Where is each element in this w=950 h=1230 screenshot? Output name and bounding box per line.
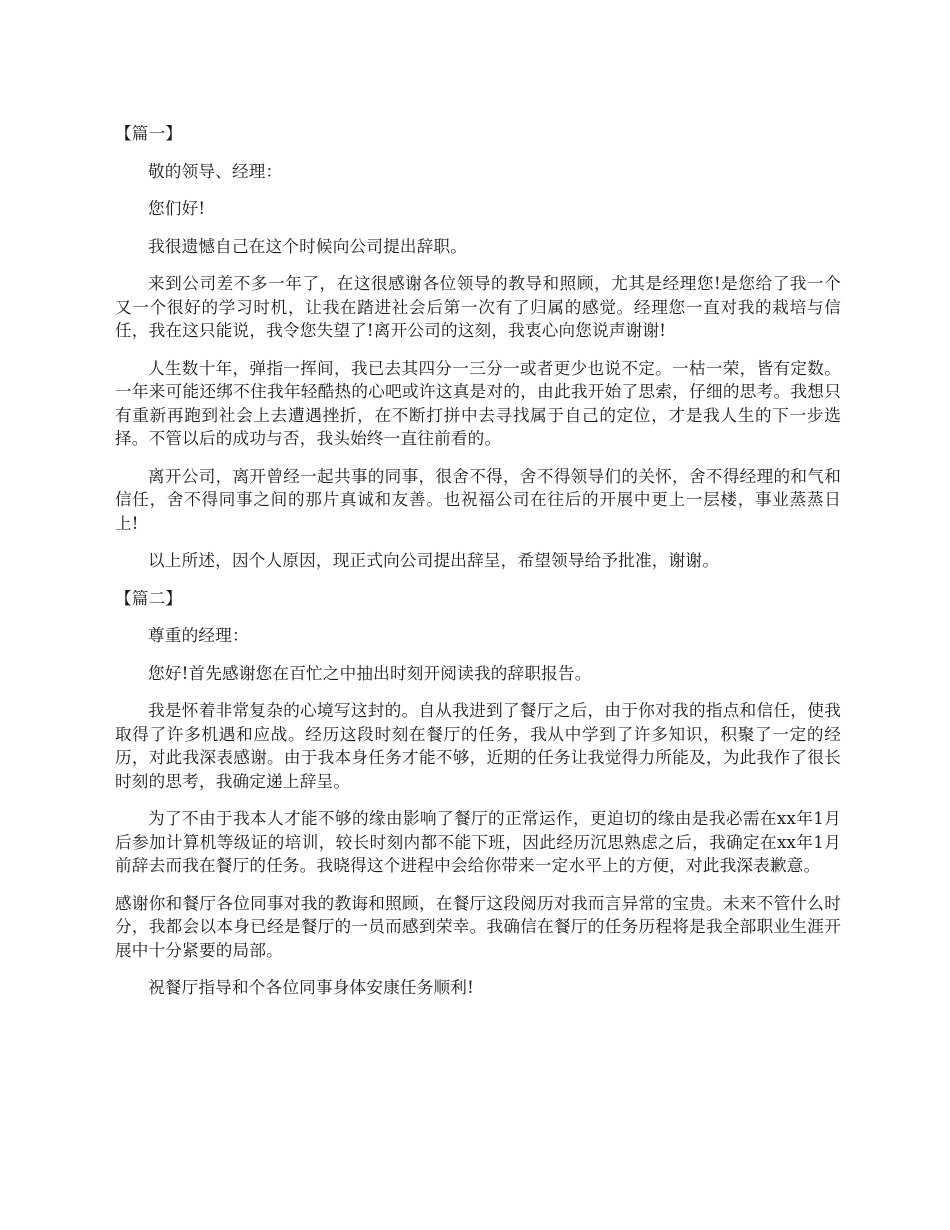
body-paragraph: 为了不由于我本人才能不够的缘由影响了餐厅的正常运作，更迫切的缘由是我必需在xx年1月后参加计算机等级证的培训，较长时刻内都不能下班，因此经历沉思熟虑之后，我确定在xx年1月前辞去而我在餐厅的任务。我晓得这个进程中会给你带来一定水平上的方便，对此我深表歉意。	[115, 809, 841, 875]
body-paragraph: 我很遗憾自己在这个时候向公司提出辞职。	[148, 236, 468, 256]
document-page	[115, 122, 841, 1014]
body-paragraph: 感谢你和餐厅各位同事对我的教诲和照顾，在餐厅这段阅历对我而言异常的宝贵。未来不管什么时分，我都会以本身已经是餐厅的一员而感到荣幸。我确信在餐厅的任务历程将是我全部职业生涯开展中十分紧要的局部。	[115, 893, 841, 960]
section-2	[115, 587, 841, 1000]
body-paragraph: 离开公司，离开曾经一起共事的同事，很舍不得，舍不得领导们的关怀，舍不得经理的和气和信任，舍不得同事之间的那片真诚和友善。也祝福公司在往后的开展中更上一层楼，事业蒸蒸日上!	[115, 466, 841, 533]
section-heading: 【篇二】	[115, 588, 183, 608]
body-paragraph: 我是怀着非常复杂的心境写这封的。自从我进到了餐厅之后，由于你对我的指点和信任，使我取得了许多机遇和应战。经历这段时刻在餐厅的任务，我从中学到了许多知识，积聚了一定的经历，对此我深表感谢。由于我本身任务才能不够，近期的任务让我觉得力所能及，为此我作了很长时刻的思考，我确定递上辞呈。	[115, 701, 841, 791]
section-heading: 【篇一】	[115, 124, 183, 143]
closing-paragraph: 祝餐厅指导和个各位同事身体安康任务顺利!	[148, 978, 474, 997]
body-paragraph: 来到公司差不多一年了，在这很感谢各位领导的教导和照顾，尤其是经理您!是您给了我一个又一个很好的学习时机，让我在踏进社会后第一次有了归属的感觉。经理您一直对我的栽培与信任，我在这只能说，我令您失望了!离开公司的这刻，我衷心向您说声谢谢!	[115, 274, 841, 340]
greeting: 您好!首先感谢您在百忙之中抽出时刻开阅读我的辞职报告。	[148, 663, 592, 683]
body-paragraph: 人生数十年，弹指一挥间，我已去其四分一三分一或者更少也说不定。一枯一荣，皆有定数。一年来可能还绑不住我年轻酷热的心吧或许这真是对的，由此我开始了思索，仔细的思考。我想只有重新再跑到社会上去遭遇挫折，在不断打拼中去寻找属于自己的定位，才是我人生的下一步选择。不管以后的成功与否，我头始终一直往前看的。	[115, 358, 841, 448]
greeting: 您们好!	[148, 199, 206, 218]
salutation: 尊重的经理：	[148, 626, 249, 645]
closing-paragraph: 以上所述，因个人原因，现正式向公司提出辞呈，希望领导给予批准，谢谢。	[148, 551, 719, 570]
salutation: 敬的领导、经理：	[148, 161, 283, 181]
section-1	[115, 122, 841, 573]
